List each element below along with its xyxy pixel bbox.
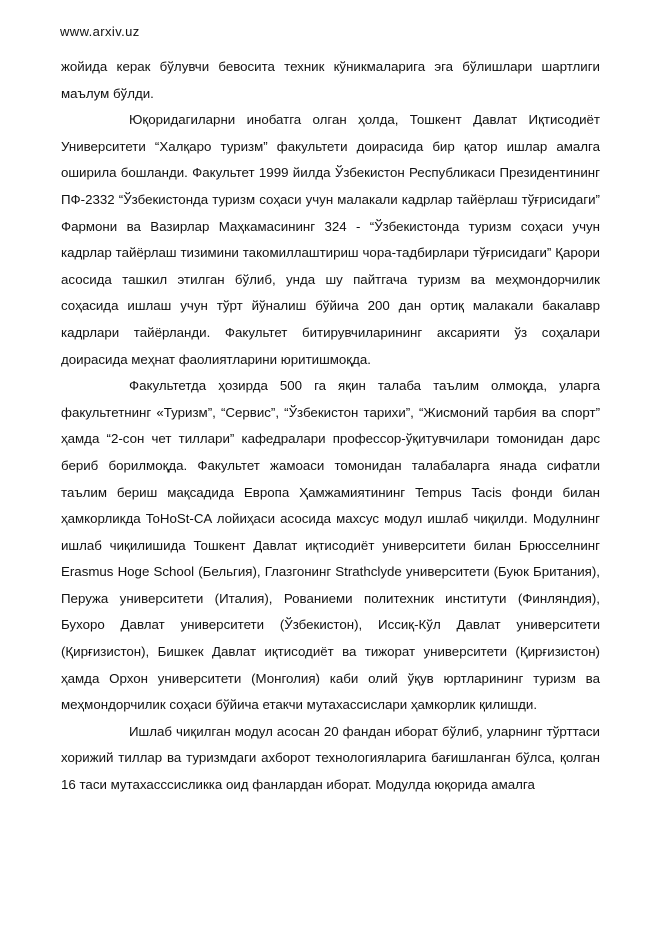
paragraph-continuation: жойида керак бўлувчи бевосита техник кўникмаларига эга бўлишлари шартлиги маълум бўлди. (61, 59, 600, 101)
paragraph-faculty-history: Юқоридагиларни инобатга олган ҳолда, Тошкент Давлат Иқтисодиёт Университети “Халқаро туризм” факультети доирасида бир қатор ишлар амалга оширила бошланди. Факультет 1999 йилда Ўзбекистон Республикаси Президентининг ПФ-2332 “Ўзбекистонда туризм соҳаси учун малакали кадрлар тайёрлаш тўғрисидаги” Фармони ва Вазирлар Маҳкамасининг 324 - “Ўзбекистонда туризм соҳаси учун кадрлар тайёрлаш тизимини такомиллаштириш чора-тадбирлари тўғрисидаги” Қарори асосида ташкил этилган бўлиб, унда шу пайтгача туризм ва меҳмондорчилик соҳасида ишлаш учун тўрт йўналиш бўйича 200 дан ортиқ малакали бакалавр кадрлари тайёрланди. Факультет битирувчиларининг аксарияти ўз соҳалари доирасида меҳнат фаолиятларини юритишмоқда. (61, 112, 600, 367)
document-body (61, 54, 600, 799)
source-watermark: www.arxiv.uz (60, 24, 140, 39)
paragraph-module-partners: Факультетда ҳозирда 500 га яқин талаба таълим олмоқда, уларга факультетнинг «Туризм”, “Сервис”, “Ўзбекистон тарихи”, “Жисмоний тарбия ва спорт” ҳамда “2-сон чет тиллари” кафедралари профессор-ўқитувчилари томонидан дарс бериб борилмоқда. Факультет жамоаси томонидан талабаларга янада сифатли таълим бериш мақсадида Европа Ҳамжамиятининг Tempus Tacis фонди билан ҳамкорликда ToHoSt-CA лойиҳаси асосида махсус модул ишлаб чиқилди. Модулнинг ишлаб чиқилишида Тошкент Давлат иқтисодиёт университети билан Брюсселнинг Erasmus Hoge School (Бельгия), Глазгонинг Strathclyde университети (Буюк Британия), Перужа университети (Италия), Рованиеми политехник институти (Финляндия), Бухоро Давлат университети (Ўзбекистон), Иссиқ-Кўл Давлат университети (Қирғизистон), Бишкек Давлат иқтисодиёт ва тижорат университети (Қирғизистон) ҳамда Орхон университети (Монголия) каби олий ўқув юртларининг туризм ва меҳмондорчилик соҳаси бўйича етакчи мутахассислари ҳамкорлик қилишди. (61, 378, 600, 713)
paragraph-module-subjects: Ишлаб чиқилган модул асосан 20 фандан иборат бўлиб, уларнинг тўрттаси хорижий тиллар ва туризмдаги ахборот технологияларига бағишланган бўлса, қолган 16 таси мутахасссисликка оид фанлардан иборат. Модулда юқорида амалга (61, 723, 600, 793)
